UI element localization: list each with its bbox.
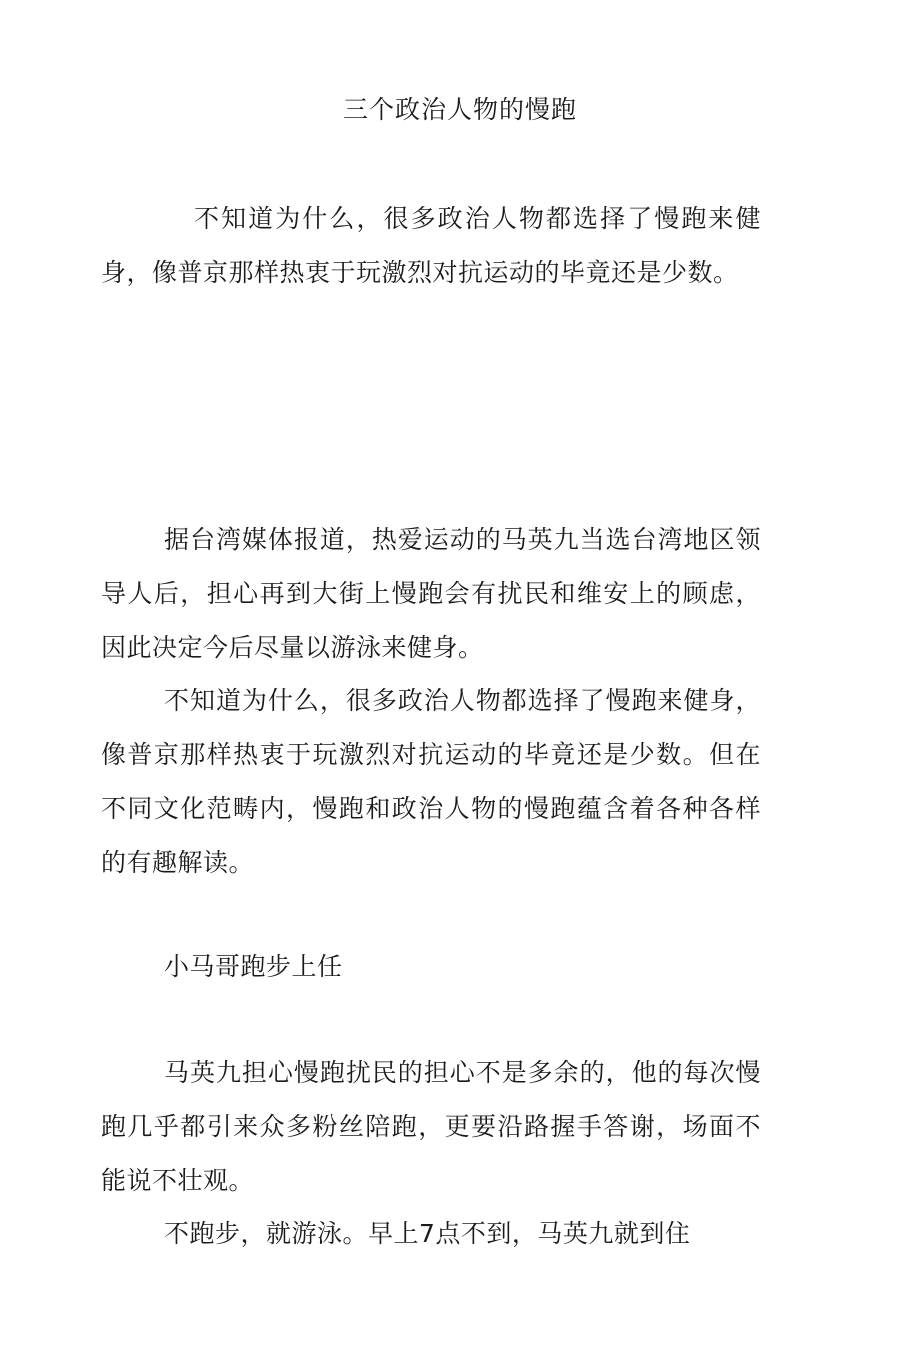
document-title: 三个政治人物的慢跑 [342,95,577,124]
paragraph-section-1: 马英九担心慢跑扰民的担心不是多余的，他的每次慢跑几乎都引来众多粉丝陪跑，更要沿路握手答谢，场面不能说不壮观。 [101,1058,761,1195]
paragraph-report: 据台湾媒体报道，热爱运动的马英九当选台湾地区领导人后，担心再到大街上慢跑会有扰民和维安上的顾虑，因此决定今后尽量以游泳来健身。 [101,525,761,662]
paragraph-section-2: 不跑步，就游泳。早上7点不到，马英九就到住 [164,1219,691,1248]
section-heading: 小马哥跑步上任 [164,952,343,981]
paragraph-intro: 不知道为什么，很多政治人物都选择了慢跑来健身，像普京那样热衷于玩激烈对抗运动的毕竟还是少数。 [101,204,761,287]
paragraph-intro-repeat: 不知道为什么，很多政治人物都选择了慢跑来健身，像普京那样热衷于玩激烈对抗运动的毕竟还是少数。但在不同文化范畴内，慢跑和政治人物的慢跑蕴含着各种各样的有趣解读。 [101,686,761,877]
